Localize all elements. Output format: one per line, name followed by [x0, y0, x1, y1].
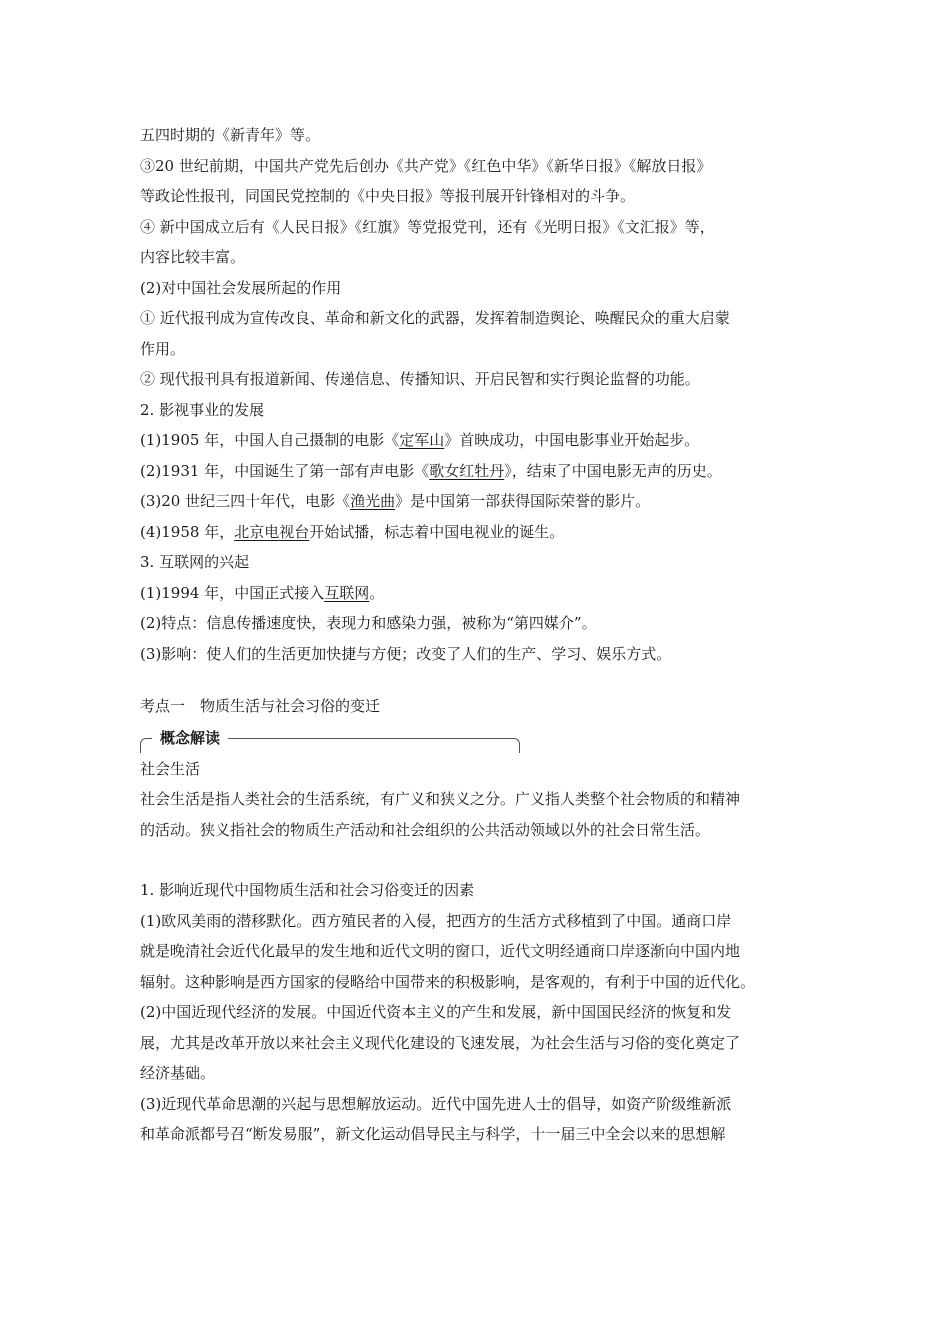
text-line: 展，尤其是改革开放以来社会主义现代化建设的飞速发展，为社会生活与习俗的变化奠定了 [140, 1033, 741, 1052]
text-line: ① 近代报刊成为宣传改良、革命和新文化的武器，发挥着制造舆论、唤醒民众的重大启蒙 [140, 309, 730, 327]
text-line: ③20 世纪前期，中国共产党先后创办《共产党》《红色中华》《新华日报》《解放日报》 [140, 156, 712, 175]
text-line: 内容比较丰富。 [140, 248, 246, 266]
text-line: (1)欧风美雨的潜移默化。西方殖民者的入侵，把西方的生活方式移植到了中国。通商口岸 [140, 911, 732, 930]
text-line: 就是晚清社会近代化最早的发生地和近代文明的窗口，近代文明经通商口岸逐渐向中国内地 [140, 942, 741, 960]
underlined-term: 北京电视台 [234, 522, 310, 541]
document-page [140, 120, 820, 1150]
underlined-term: 歌女红牡丹 [429, 461, 505, 480]
text-line: 作用。 [140, 339, 186, 358]
text-line: (3)近现代革命思潮的兴起与思想解放运动。近代中国先进人士的倡导，如资产阶级维新派 [140, 1094, 732, 1113]
text-line: ② 现代报刊具有报道新闻、传递信息、传播知识、开启民智和实行舆论监督的功能。 [140, 370, 700, 388]
text-line: 社会生活是指人类社会的生活系统，有广义和狭义之分。广义指人类整个社会物质的和精神 [140, 790, 741, 808]
text-line: 的活动。狭义指社会的物质生产活动和社会组织的公共活动领域以外的社会日常生活。 [140, 820, 711, 839]
underlined-term: 定军山 [399, 431, 445, 449]
underlined-term: 渔光曲 [350, 492, 396, 510]
concept-term: 社会生活 [140, 759, 201, 778]
concept-label: 概念解读 [152, 724, 228, 752]
concept-box [140, 726, 520, 754]
kaodian-title: 考点一 物质生活与社会习俗的变迁 [140, 697, 381, 715]
section-heading: (2)对中国社会发展所起的作用 [140, 278, 342, 297]
text-line: 五四时期的《新青年》等。 [140, 126, 321, 144]
internet-item-3: (3)影响：使人们的生活更加快捷与方便；改变了人们的生产、学习、娱乐方式。 [140, 644, 672, 663]
section-heading: 1. 影响近现代中国物质生活和社会习俗变迁的因素 [140, 881, 475, 899]
film-item-1: (1)1905 年，中国人自己摄制的电影《定军山》首映成功，中国电影事业开始起步。 [140, 431, 700, 449]
text-line: 辐射。这种影响是西方国家的侵略给中国带来的积极影响，是客观的，有利于中国的近代化。 [140, 972, 756, 991]
text-line: (2)中国近现代经济的发展。中国近代资本主义的产生和发展，新中国国民经济的恢复和发 [140, 1003, 732, 1021]
text-line: ④ 新中国成立后有《人民日报》《红旗》等党报党刊，还有《光明日报》《文汇报》等， [140, 217, 715, 236]
internet-item-2: (2)特点：信息传播速度快，表现力和感染力强，被称为“第四媒介”。 [140, 614, 597, 632]
section-heading: 2. 影视事业的发展 [140, 400, 265, 419]
section-heading: 3. 互联网的兴起 [140, 553, 250, 571]
film-item-4: (4)1958 年，北京电视台开始试播，标志着中国电视业的诞生。 [140, 522, 565, 541]
text-line: 等政论性报刊，同国民党控制的《中央日报》等报刊展开针锋相对的斗争。 [140, 187, 636, 205]
text-line: 经济基础。 [140, 1064, 216, 1082]
text-line: 和革命派都号召“断发易服”，新文化运动倡导民主与科学，十一届三中全会以来的思想解 [140, 1125, 726, 1143]
film-item-3: (3)20 世纪三四十年代，电影《渔光曲》是中国第一部获得国际荣誉的影片。 [140, 492, 651, 510]
underlined-term: 互联网 [324, 583, 370, 602]
film-item-2: (2)1931 年，中国诞生了第一部有声电影《歌女红牡丹》，结束了中国电影无声的历史。 [140, 461, 722, 480]
internet-item-1: (1)1994 年，中国正式接入互联网。 [140, 583, 385, 602]
